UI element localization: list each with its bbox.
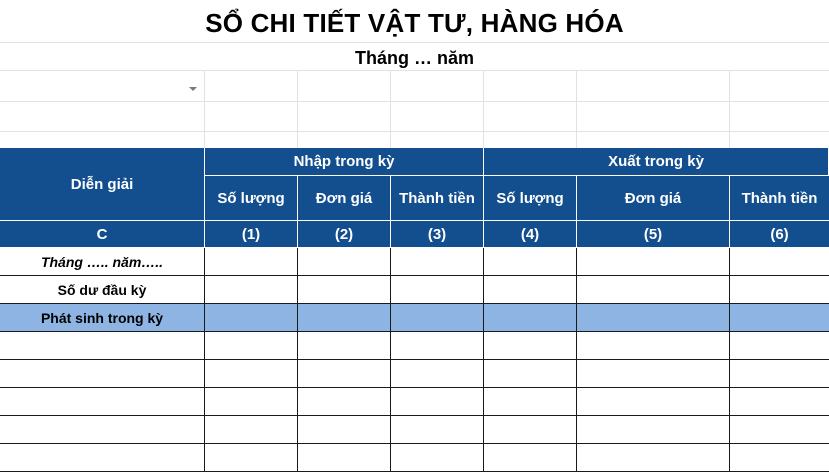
table-cell-in-amount[interactable]	[391, 304, 484, 332]
code-cell-1: (1)	[205, 221, 298, 248]
table-cell-description[interactable]: Phát sinh trong kỳ	[0, 304, 205, 332]
table-cell-out-quantity[interactable]	[484, 276, 577, 304]
table-cell-in-unit-price[interactable]	[298, 444, 391, 472]
table-cell-out-quantity[interactable]	[484, 360, 577, 388]
header-in-unit-price: Đơn giá	[298, 176, 391, 221]
code-cell-2: (2)	[298, 221, 391, 248]
table-cell-in-amount[interactable]	[391, 276, 484, 304]
table-cell-in-quantity[interactable]	[205, 276, 298, 304]
table-cell-in-quantity[interactable]	[205, 304, 298, 332]
table-cell-description[interactable]	[0, 360, 205, 388]
table-cell-out-unit-price[interactable]	[577, 388, 730, 416]
filter-dropdown-icon[interactable]	[189, 87, 197, 91]
header-out-quantity: Số lượng	[484, 176, 577, 221]
table-cell-description[interactable]: Tháng ….. năm…..	[0, 248, 205, 276]
table-cell-out-amount[interactable]	[730, 304, 829, 332]
gridline	[483, 70, 484, 148]
header-group-in: Nhập trong kỳ	[205, 148, 484, 176]
table-cell-in-unit-price[interactable]	[298, 332, 391, 360]
table-cell-in-unit-price[interactable]	[298, 388, 391, 416]
table-cell-in-quantity[interactable]	[205, 388, 298, 416]
code-cell-c: C	[0, 221, 205, 248]
code-cell-3: (3)	[391, 221, 484, 248]
header-out-unit-price: Đơn giá	[577, 176, 730, 221]
gridline	[0, 42, 829, 43]
gridline	[0, 70, 829, 71]
table-cell-out-amount[interactable]	[730, 276, 829, 304]
table-cell-out-amount[interactable]	[730, 248, 829, 276]
table-cell-in-amount[interactable]	[391, 248, 484, 276]
table-cell-out-unit-price[interactable]	[577, 416, 730, 444]
header-out-amount: Thành tiền	[730, 176, 829, 221]
table-cell-in-unit-price[interactable]	[298, 248, 391, 276]
table-cell-out-unit-price[interactable]	[577, 444, 730, 472]
table-cell-out-amount[interactable]	[730, 444, 829, 472]
table-cell-in-quantity[interactable]	[205, 332, 298, 360]
table-cell-in-quantity[interactable]	[205, 444, 298, 472]
gridline	[390, 70, 391, 148]
table-cell-in-amount[interactable]	[391, 360, 484, 388]
table-cell-out-quantity[interactable]	[484, 248, 577, 276]
table-cell-description[interactable]	[0, 388, 205, 416]
table-cell-description[interactable]: Số dư đầu kỳ	[0, 276, 205, 304]
header-group-out: Xuất trong kỳ	[484, 148, 829, 176]
table-cell-out-unit-price[interactable]	[577, 360, 730, 388]
header-in-amount: Thành tiền	[391, 176, 484, 221]
table-cell-out-amount[interactable]	[730, 388, 829, 416]
table-cell-in-quantity[interactable]	[205, 360, 298, 388]
table-cell-in-unit-price[interactable]	[298, 276, 391, 304]
table-cell-out-amount[interactable]	[730, 416, 829, 444]
table-cell-description[interactable]	[0, 416, 205, 444]
table-cell-out-quantity[interactable]	[484, 416, 577, 444]
table-cell-out-quantity[interactable]	[484, 444, 577, 472]
gridline	[729, 70, 730, 148]
header-description: Diễn giải	[0, 148, 205, 221]
gridline	[576, 70, 577, 148]
table-cell-out-unit-price[interactable]	[577, 276, 730, 304]
table-cell-in-unit-price[interactable]	[298, 416, 391, 444]
table-cell-in-unit-price[interactable]	[298, 360, 391, 388]
code-cell-4: (4)	[484, 221, 577, 248]
gridline	[297, 70, 298, 148]
table-cell-in-unit-price[interactable]	[298, 304, 391, 332]
code-cell-5: (5)	[577, 221, 730, 248]
table-cell-in-quantity[interactable]	[205, 248, 298, 276]
table-cell-out-quantity[interactable]	[484, 304, 577, 332]
table-cell-out-unit-price[interactable]	[577, 304, 730, 332]
table-cell-in-amount[interactable]	[391, 332, 484, 360]
table-cell-out-quantity[interactable]	[484, 388, 577, 416]
table-cell-out-amount[interactable]	[730, 332, 829, 360]
table-cell-out-unit-price[interactable]	[577, 248, 730, 276]
code-cell-6: (6)	[730, 221, 829, 248]
table-cell-in-amount[interactable]	[391, 388, 484, 416]
table-cell-in-quantity[interactable]	[205, 416, 298, 444]
table-cell-description[interactable]	[0, 332, 205, 360]
gridline	[0, 101, 829, 102]
sheet-subtitle: Tháng … năm	[354, 48, 474, 68]
table-cell-in-amount[interactable]	[391, 416, 484, 444]
gridline	[0, 131, 829, 132]
table-cell-in-amount[interactable]	[391, 444, 484, 472]
table-cell-description[interactable]	[0, 444, 205, 472]
table-cell-out-unit-price[interactable]	[577, 332, 730, 360]
gridline	[204, 70, 205, 148]
table-cell-out-quantity[interactable]	[484, 332, 577, 360]
table-cell-out-amount[interactable]	[730, 360, 829, 388]
header-in-quantity: Số lượng	[205, 176, 298, 221]
sheet-title: SỔ CHI TIẾT VẬT TƯ, HÀNG HÓA	[205, 8, 624, 38]
